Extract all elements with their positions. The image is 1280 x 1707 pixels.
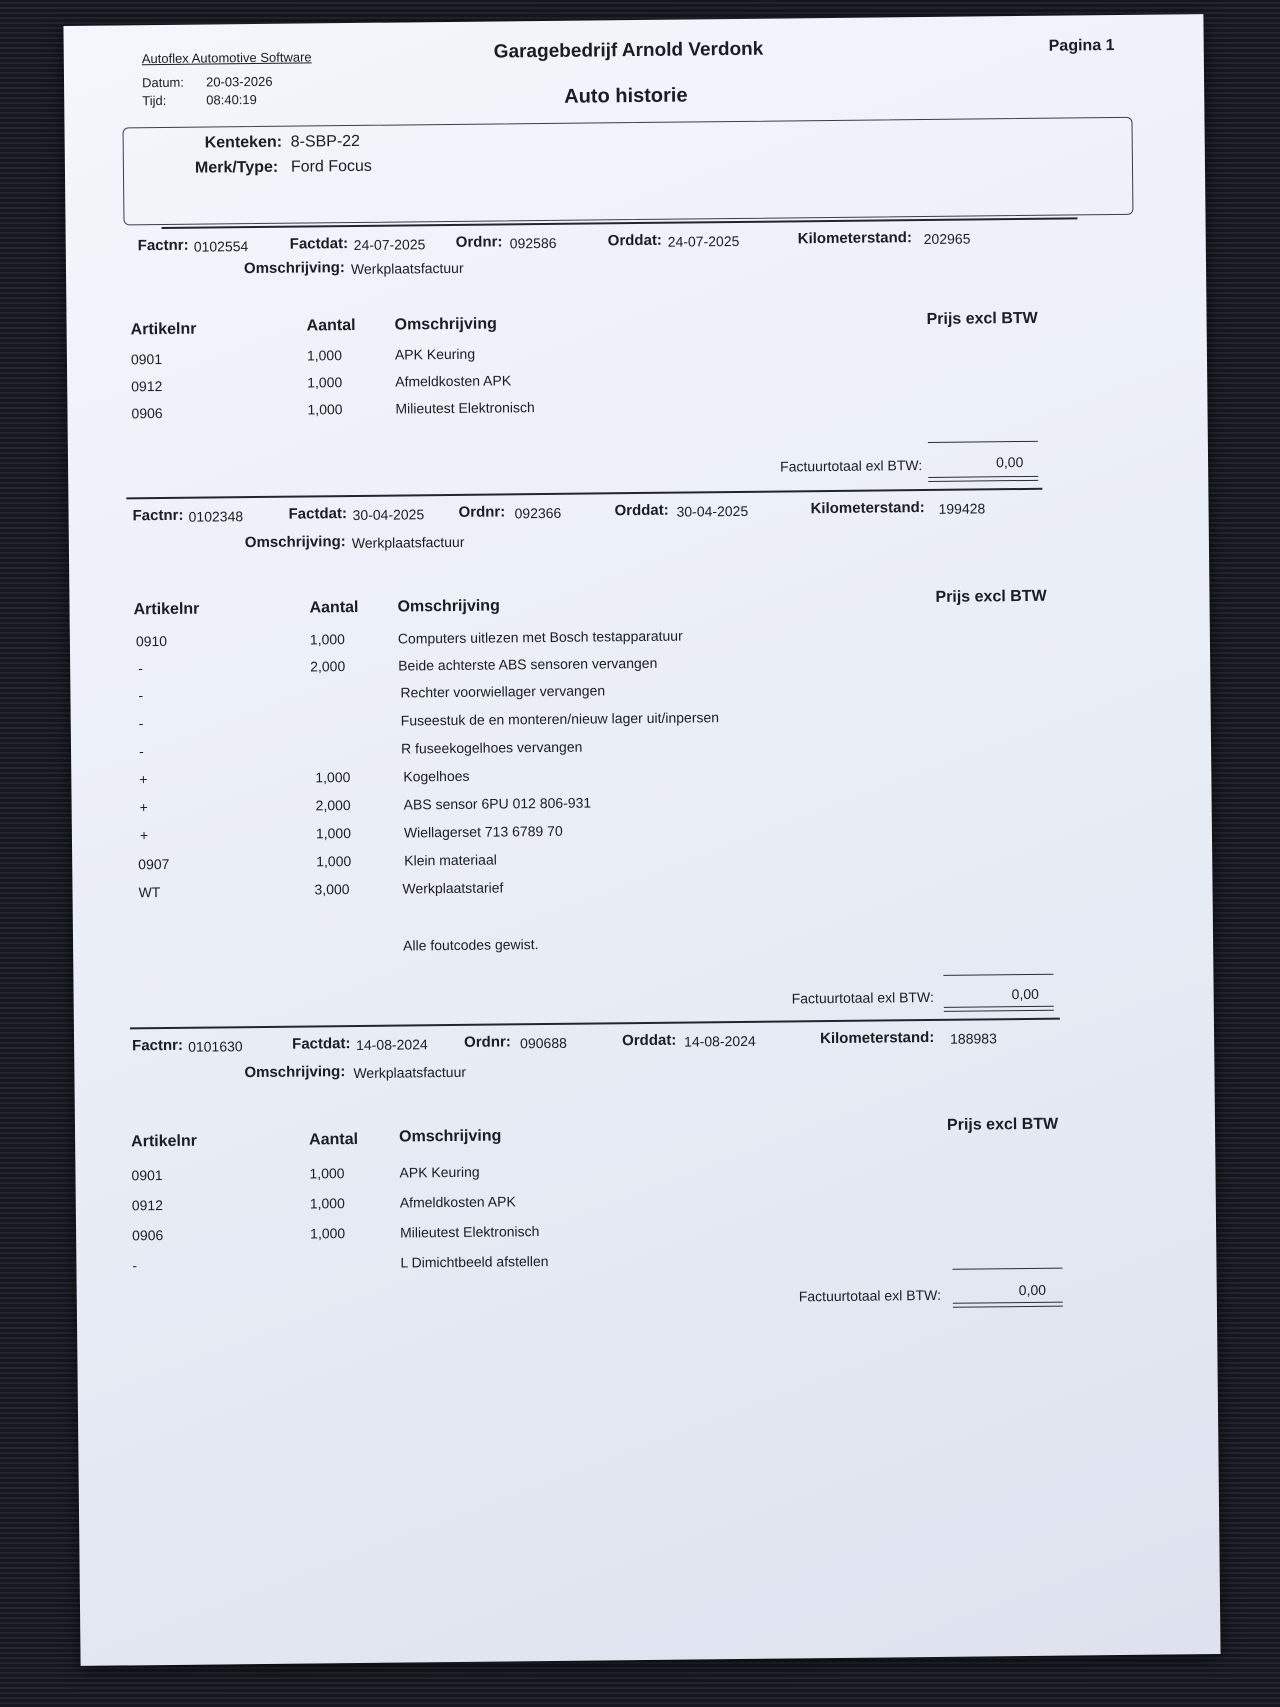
row-aantal: 1,000: [306, 347, 343, 364]
total-label: Factuurtotaal exl BTW:: [798, 1286, 942, 1305]
merk-value: Ford Focus: [290, 157, 372, 176]
row-artikelnr: -: [138, 687, 144, 704]
document-page: [63, 14, 1220, 1666]
company-name: Garagebedrijf Arnold Verdonk: [493, 38, 764, 63]
km-value: 199428: [938, 500, 986, 517]
row-omschrijving: Wiellagerset 713 6789 70: [403, 822, 563, 841]
tijd-label: Tijd:: [142, 92, 167, 109]
total-double-line: [944, 1006, 1054, 1008]
row-artikelnr: 0906: [131, 404, 163, 422]
total-value: 0,00: [1018, 1281, 1047, 1299]
row-artikelnr: 0906: [132, 1227, 164, 1244]
page-title: Auto historie: [564, 84, 688, 108]
section-divider: [130, 1018, 1060, 1030]
row-artikelnr: 0901: [131, 1167, 163, 1184]
factdat-value: 14-08-2024: [356, 1036, 428, 1054]
total-line: [928, 441, 1038, 443]
omschrijving-label: Omschrijving:: [243, 259, 345, 278]
col-artikelnr: Artikelnr: [131, 1132, 198, 1151]
row-artikelnr: -: [132, 1257, 138, 1274]
ordnr-label: Ordnr:: [464, 1033, 511, 1051]
row-artikelnr: -: [138, 660, 143, 677]
factdat-value: 30-04-2025: [352, 506, 425, 524]
row-omschrijving: Afmeldkosten APK: [395, 372, 512, 390]
factnr-label: Factnr:: [132, 1036, 184, 1055]
kenteken-label: Kenteken:: [204, 133, 283, 152]
row-omschrijving: APK Keuring: [394, 345, 476, 363]
row-omschrijving: Milieutest Elektronisch: [400, 1223, 540, 1241]
orddat-label: Orddat:: [622, 1031, 677, 1050]
row-artikelnr: 0901: [130, 350, 163, 368]
col-aantal: Aantal: [306, 316, 356, 335]
kenteken-value: 8-SBP-22: [290, 132, 361, 151]
row-aantal: 1,000: [307, 374, 343, 391]
col-artikelnr: Artikelnr: [133, 600, 200, 619]
omschrijving-value: Werkplaatsfactuur: [350, 259, 464, 278]
total-double-line: [928, 476, 1038, 478]
omschrijving-value: Werkplaatsfactuur: [353, 1063, 467, 1082]
row-omschrijving: Werkplaatstarief: [402, 879, 504, 897]
col-omschrijving: Omschrijving: [394, 315, 497, 334]
row-omschrijving: Computers uitlezen met Bosch testapparatuur: [397, 627, 683, 647]
total-line: [943, 974, 1053, 976]
row-aantal: 1,000: [315, 825, 352, 842]
row-artikelnr: 0910: [135, 632, 168, 650]
factnr-value: 0102348: [188, 508, 244, 525]
row-artikelnr: 0912: [131, 377, 163, 395]
ordnr-label: Ordnr:: [455, 233, 503, 251]
row-aantal: 1,000: [309, 631, 346, 648]
col-prijs: Prijs excl BTW: [946, 1115, 1059, 1134]
ordnr-value: 092586: [509, 234, 557, 252]
total-double-line: [944, 1010, 1054, 1012]
col-prijs: Prijs excl BTW: [935, 587, 1047, 606]
orddat-label: Orddat:: [607, 231, 662, 250]
row-omschrijving: L Dimichtbeeld afstellen: [400, 1253, 549, 1271]
row-artikelnr: -: [138, 743, 144, 760]
page-number: Pagina 1: [1048, 37, 1115, 55]
datum-label: Datum:: [141, 74, 185, 91]
ordnr-value: 090688: [520, 1034, 567, 1052]
total-double-line: [953, 1306, 1063, 1308]
factnr-label: Factnr:: [132, 506, 184, 525]
row-artikelnr: -: [138, 715, 144, 732]
orddat-value: 14-08-2024: [684, 1032, 756, 1050]
factdat-value: 24-07-2025: [353, 236, 426, 253]
row-aantal: 2,000: [315, 797, 351, 814]
ordnr-label: Ordnr:: [458, 503, 506, 521]
row-aantal: 1,000: [310, 1225, 346, 1242]
software-name: Autoflex Automotive Software: [141, 49, 312, 67]
row-omschrijving: Rechter voorwiellager vervangen: [400, 682, 606, 701]
orddat-value: 30-04-2025: [676, 502, 749, 520]
row-aantal: 1,000: [309, 1165, 345, 1182]
invoice-note: Alle foutcodes gewist.: [403, 936, 539, 954]
row-omschrijving: R fuseekogelhoes vervangen: [400, 738, 583, 757]
row-omschrijving: ABS sensor 6PU 012 806-931: [403, 794, 592, 813]
row-omschrijving: APK Keuring: [399, 1163, 480, 1181]
tijd-value: 08:40:19: [206, 91, 257, 108]
omschrijving-label: Omschrijving:: [244, 1063, 346, 1082]
total-label: Factuurtotaal exl BTW:: [791, 988, 934, 1007]
row-artikelnr: +: [139, 771, 148, 788]
factnr-label: Factnr:: [137, 236, 189, 255]
factnr-value: 0102554: [193, 238, 249, 255]
row-aantal: 3,000: [314, 881, 350, 898]
row-omschrijving: Fuseestuk de en monteren/nieuw lager uit/inpersen: [400, 709, 720, 729]
col-aantal: Aantal: [309, 598, 359, 617]
row-omschrijving: Kogelhoes: [403, 767, 470, 785]
row-artikelnr: 0912: [131, 1197, 164, 1214]
row-omschrijving: Klein materiaal: [404, 851, 497, 869]
factdat-label: Factdat:: [288, 505, 347, 523]
col-prijs: Prijs excl BTW: [926, 309, 1038, 328]
row-aantal: 1,000: [309, 1195, 345, 1212]
ordnr-value: 092366: [514, 504, 562, 522]
section-divider: [126, 488, 1042, 500]
total-double-line: [953, 1302, 1063, 1304]
factdat-label: Factdat:: [292, 1035, 351, 1053]
row-aantal: 1,000: [316, 853, 352, 870]
row-aantal: 2,000: [310, 658, 346, 675]
factnr-value: 0101630: [188, 1038, 243, 1055]
row-aantal: 1,000: [307, 401, 343, 418]
datum-value: 20-03-2026: [205, 73, 273, 90]
orddat-value: 24-07-2025: [667, 232, 740, 250]
km-label: Kilometerstand:: [797, 229, 912, 248]
km-label: Kilometerstand:: [820, 1028, 935, 1048]
row-omschrijving: Beide achterste ABS sensoren vervangen: [398, 654, 658, 674]
km-value: 188983: [950, 1030, 997, 1047]
total-value: 0,00: [1011, 985, 1039, 1003]
row-artikelnr: 0907: [138, 855, 170, 873]
total-double-line: [928, 480, 1038, 482]
km-label: Kilometerstand:: [810, 499, 925, 518]
omschrijving-label: Omschrijving:: [244, 533, 346, 552]
col-omschrijving: Omschrijving: [399, 1127, 502, 1146]
total-value: 0,00: [995, 453, 1024, 471]
merk-label: Merk/Type:: [194, 158, 279, 177]
col-omschrijving: Omschrijving: [397, 597, 500, 616]
total-label: Factuurtotaal exl BTW:: [780, 457, 923, 475]
row-omschrijving: Milieutest Elektronisch: [395, 399, 535, 417]
omschrijving-value: Werkplaatsfactuur: [351, 533, 465, 552]
row-artikelnr: +: [139, 827, 149, 844]
row-artikelnr: WT: [138, 884, 161, 901]
factdat-label: Factdat:: [289, 235, 349, 253]
total-line: [953, 1268, 1063, 1270]
col-artikelnr: Artikelnr: [130, 320, 197, 339]
row-artikelnr: +: [139, 799, 148, 816]
col-aantal: Aantal: [309, 1130, 359, 1149]
row-omschrijving: Afmeldkosten APK: [399, 1193, 516, 1211]
km-value: 202965: [923, 230, 971, 248]
orddat-label: Orddat:: [614, 501, 669, 520]
row-aantal: 1,000: [315, 769, 351, 786]
